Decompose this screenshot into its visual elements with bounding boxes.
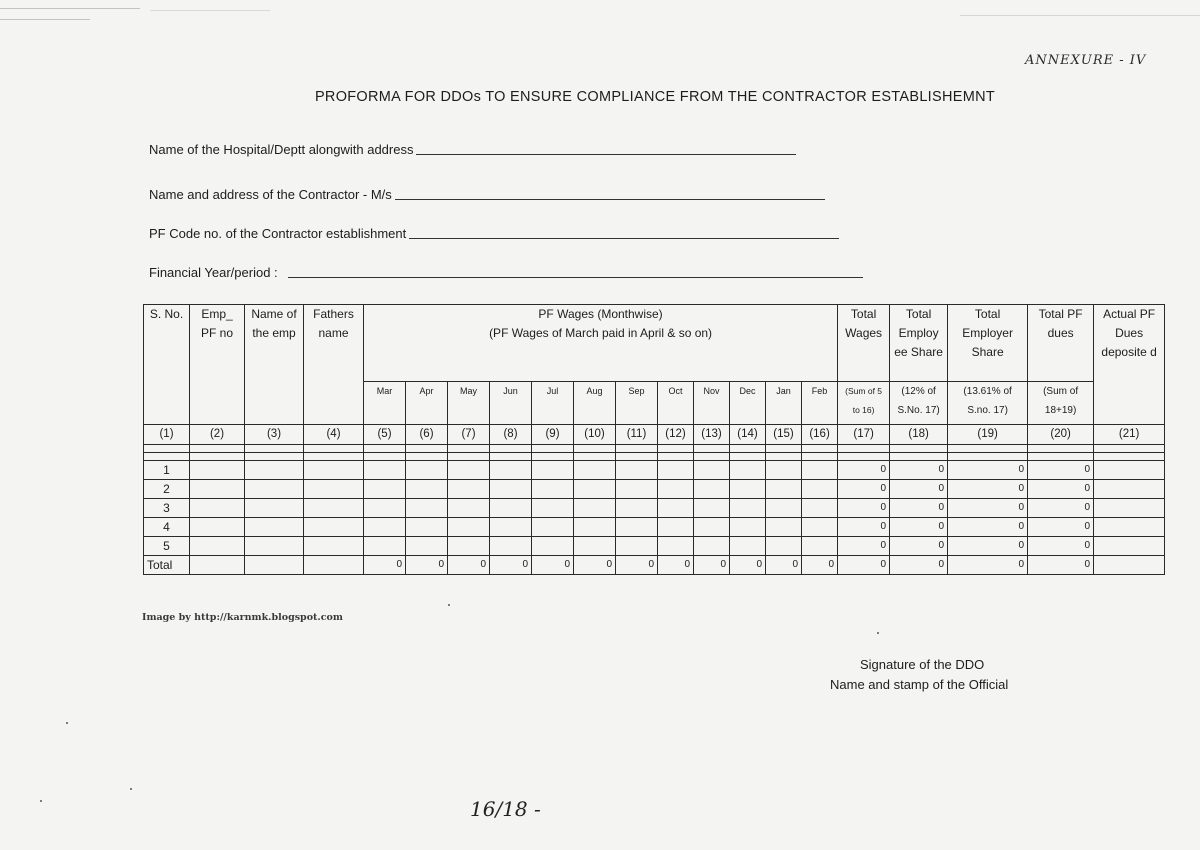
table-cell[interactable] bbox=[190, 480, 245, 499]
table-cell[interactable] bbox=[1094, 556, 1165, 575]
table-cell[interactable] bbox=[190, 461, 245, 480]
table-cell[interactable] bbox=[532, 537, 574, 556]
row-total-wages: 0 bbox=[838, 480, 890, 499]
table-cell[interactable] bbox=[766, 480, 802, 499]
table-cell[interactable] bbox=[304, 518, 364, 537]
column-number: (5) bbox=[364, 425, 406, 445]
header-employee-share: Total Employ ee Share bbox=[890, 305, 948, 382]
column-number: (17) bbox=[838, 425, 890, 445]
header-emp-name: Name of the emp bbox=[245, 305, 304, 425]
table-cell[interactable] bbox=[245, 556, 304, 575]
total-month-cell: 0 bbox=[364, 556, 406, 575]
table-cell[interactable] bbox=[406, 537, 448, 556]
table-cell[interactable] bbox=[658, 537, 694, 556]
total-label: Total bbox=[144, 556, 190, 575]
scan-artifact bbox=[960, 15, 1200, 16]
total-month-cell: 0 bbox=[406, 556, 448, 575]
table-cell[interactable] bbox=[448, 499, 490, 518]
column-number: (16) bbox=[802, 425, 838, 445]
table-cell[interactable] bbox=[730, 461, 766, 480]
total-month-cell: 0 bbox=[448, 556, 490, 575]
total-month-cell: 0 bbox=[802, 556, 838, 575]
page-title: PROFORMA FOR DDOs TO ENSURE COMPLIANCE FROM THE CONTRACTOR ESTABLISHEMNT bbox=[314, 89, 996, 105]
table-cell[interactable] bbox=[406, 461, 448, 480]
header-pf-wages bbox=[364, 305, 838, 382]
table-cell[interactable] bbox=[1094, 499, 1165, 518]
column-number: (7) bbox=[448, 425, 490, 445]
field-label: Name of the Hospital/Deptt alongwith address bbox=[149, 142, 414, 157]
table-cell[interactable] bbox=[574, 537, 616, 556]
table-cell[interactable] bbox=[448, 518, 490, 537]
header-employer-share: Total Employer Share bbox=[948, 305, 1028, 382]
row-total-pf: 0 bbox=[1028, 518, 1094, 537]
row-employee-share: 0 bbox=[890, 461, 948, 480]
row-sno: 3 bbox=[144, 499, 190, 518]
pf-compliance-table bbox=[143, 304, 1165, 575]
table-cell[interactable] bbox=[190, 537, 245, 556]
scan-speck bbox=[40, 800, 42, 802]
row-employee-share: 0 bbox=[890, 480, 948, 499]
total-employee-share-cell: 0 bbox=[890, 556, 948, 575]
table-cell[interactable] bbox=[802, 518, 838, 537]
month-header: Jul bbox=[532, 382, 574, 425]
row-total-wages: 0 bbox=[838, 461, 890, 480]
table-cell[interactable] bbox=[364, 518, 406, 537]
field-label: Financial Year/period : bbox=[149, 265, 278, 280]
column-number: (18) bbox=[890, 425, 948, 445]
total-month-cell: 0 bbox=[658, 556, 694, 575]
row-employee-share: 0 bbox=[890, 518, 948, 537]
row-employer-share: 0 bbox=[948, 537, 1028, 556]
table-cell[interactable] bbox=[574, 499, 616, 518]
column-number: (9) bbox=[532, 425, 574, 445]
header-actual-pf-deposited: Actual PF Dues deposite d bbox=[1094, 305, 1165, 425]
header-total-pf-dues: Total PF dues bbox=[1028, 305, 1094, 382]
table-cell[interactable] bbox=[364, 499, 406, 518]
table-cell[interactable] bbox=[304, 537, 364, 556]
table-cell[interactable] bbox=[658, 499, 694, 518]
blank-line[interactable] bbox=[288, 276, 863, 278]
total-month-cell: 0 bbox=[730, 556, 766, 575]
table-cell[interactable] bbox=[304, 480, 364, 499]
month-header: Jan bbox=[766, 382, 802, 425]
column-number: (2) bbox=[190, 425, 245, 445]
column-number: (11) bbox=[616, 425, 658, 445]
row-employee-share: 0 bbox=[890, 537, 948, 556]
table-cell[interactable] bbox=[364, 537, 406, 556]
column-number: (8) bbox=[490, 425, 532, 445]
table-cell[interactable] bbox=[658, 480, 694, 499]
month-header: Jun bbox=[490, 382, 532, 425]
annexure-label: ANNEXURE - IV bbox=[1025, 53, 1147, 68]
stamp-label: Name and stamp of the Official bbox=[830, 677, 1009, 692]
scan-artifact bbox=[0, 8, 140, 9]
table-cell[interactable] bbox=[190, 518, 245, 537]
row-sno: 5 bbox=[144, 537, 190, 556]
month-header: Sep bbox=[616, 382, 658, 425]
table-cell[interactable] bbox=[490, 518, 532, 537]
table-cell[interactable] bbox=[766, 461, 802, 480]
table-cell[interactable] bbox=[766, 499, 802, 518]
row-employer-share: 0 bbox=[948, 499, 1028, 518]
blank-line[interactable] bbox=[409, 237, 839, 239]
table-cell[interactable] bbox=[532, 518, 574, 537]
table-cell[interactable] bbox=[766, 537, 802, 556]
table-cell[interactable] bbox=[616, 499, 658, 518]
image-credit: Image by http://karnmk.blogspot.com bbox=[142, 612, 343, 623]
table-cell[interactable] bbox=[245, 518, 304, 537]
pf-wages-title: PF Wages (Monthwise) bbox=[538, 307, 663, 321]
scan-artifact bbox=[0, 19, 90, 20]
table-cell[interactable] bbox=[730, 499, 766, 518]
column-number: (12) bbox=[658, 425, 694, 445]
table-cell[interactable] bbox=[616, 518, 658, 537]
table-cell[interactable] bbox=[490, 499, 532, 518]
table-cell[interactable] bbox=[304, 499, 364, 518]
table-row bbox=[144, 480, 1165, 499]
column-number: (1) bbox=[144, 425, 190, 445]
table-cell[interactable] bbox=[532, 480, 574, 499]
table-cell[interactable] bbox=[574, 461, 616, 480]
column-number: (4) bbox=[304, 425, 364, 445]
total-month-cell: 0 bbox=[532, 556, 574, 575]
scan-speck bbox=[130, 788, 132, 790]
row-total-pf: 0 bbox=[1028, 537, 1094, 556]
field-label: Name and address of the Contractor - M/s bbox=[149, 187, 392, 202]
total-row bbox=[144, 556, 1165, 575]
table-cell[interactable] bbox=[406, 499, 448, 518]
column-number: (6) bbox=[406, 425, 448, 445]
row-sno: 1 bbox=[144, 461, 190, 480]
table-row bbox=[144, 461, 1165, 480]
table-cell[interactable] bbox=[694, 518, 730, 537]
subnote-total-wages: (Sum of 5 to 16) bbox=[838, 382, 890, 425]
field-contractor bbox=[149, 187, 825, 202]
table-cell[interactable] bbox=[766, 518, 802, 537]
month-header: May bbox=[448, 382, 490, 425]
subnote-employer-share: (13.61% of S.no. 17) bbox=[948, 382, 1028, 425]
row-sno: 2 bbox=[144, 480, 190, 499]
table-cell[interactable] bbox=[574, 518, 616, 537]
header-fathers-name: Fathers name bbox=[304, 305, 364, 425]
month-header: Apr bbox=[406, 382, 448, 425]
column-number: (19) bbox=[948, 425, 1028, 445]
table-cell[interactable] bbox=[694, 461, 730, 480]
row-employer-share: 0 bbox=[948, 480, 1028, 499]
handwritten-note: 16/18 - bbox=[470, 797, 541, 821]
table-cell[interactable] bbox=[364, 461, 406, 480]
total-employer-share-cell: 0 bbox=[948, 556, 1028, 575]
scan-speck bbox=[448, 604, 450, 606]
field-label: PF Code no. of the Contractor establishment bbox=[149, 226, 407, 241]
row-total-pf: 0 bbox=[1028, 461, 1094, 480]
row-employer-share: 0 bbox=[948, 461, 1028, 480]
table-cell[interactable] bbox=[304, 556, 364, 575]
blank-line[interactable] bbox=[416, 153, 796, 155]
table-cell[interactable] bbox=[448, 461, 490, 480]
data-rows bbox=[144, 461, 1165, 556]
signature-label: Signature of the DDO bbox=[860, 657, 985, 672]
column-number-row bbox=[144, 425, 1165, 445]
header-emp-pf-no: Emp_ PF no bbox=[190, 305, 245, 425]
scan-speck bbox=[66, 722, 68, 724]
total-month-cell: 0 bbox=[616, 556, 658, 575]
table-cell[interactable] bbox=[730, 537, 766, 556]
month-header: Nov bbox=[694, 382, 730, 425]
month-header: Feb bbox=[802, 382, 838, 425]
table-cell[interactable] bbox=[694, 499, 730, 518]
table-cell[interactable] bbox=[1094, 537, 1165, 556]
table-cell[interactable] bbox=[532, 499, 574, 518]
table-cell[interactable] bbox=[245, 537, 304, 556]
table-cell[interactable] bbox=[616, 537, 658, 556]
header-total-wages: Total Wages bbox=[838, 305, 890, 382]
table-cell[interactable] bbox=[694, 537, 730, 556]
column-number: (13) bbox=[694, 425, 730, 445]
table-cell[interactable] bbox=[802, 461, 838, 480]
table-row bbox=[144, 537, 1165, 556]
table-cell[interactable] bbox=[490, 461, 532, 480]
table-cell[interactable] bbox=[304, 461, 364, 480]
pf-wages-subtitle: (PF Wages of March paid in April & so on) bbox=[489, 326, 713, 340]
table-cell[interactable] bbox=[406, 518, 448, 537]
column-number: (20) bbox=[1028, 425, 1094, 445]
row-employer-share: 0 bbox=[948, 518, 1028, 537]
table-cell[interactable] bbox=[448, 537, 490, 556]
row-total-wages: 0 bbox=[838, 499, 890, 518]
total-month-cell: 0 bbox=[574, 556, 616, 575]
column-number: (21) bbox=[1094, 425, 1165, 445]
field-pf-code bbox=[149, 226, 839, 241]
table-cell[interactable] bbox=[490, 480, 532, 499]
spacer-row bbox=[144, 445, 1165, 453]
table-cell[interactable] bbox=[730, 518, 766, 537]
column-number: (15) bbox=[766, 425, 802, 445]
row-total-wages: 0 bbox=[838, 537, 890, 556]
total-wages-cell: 0 bbox=[838, 556, 890, 575]
table-cell[interactable] bbox=[574, 480, 616, 499]
table-cell[interactable] bbox=[802, 480, 838, 499]
table-cell[interactable] bbox=[245, 480, 304, 499]
field-financial-year bbox=[149, 265, 863, 280]
total-month-cell: 0 bbox=[490, 556, 532, 575]
table-cell[interactable] bbox=[1094, 518, 1165, 537]
table-cell[interactable] bbox=[616, 480, 658, 499]
table-cell[interactable] bbox=[245, 499, 304, 518]
row-total-pf: 0 bbox=[1028, 499, 1094, 518]
header-sno: S. No. bbox=[144, 305, 190, 425]
table-row bbox=[144, 499, 1165, 518]
subnote-total-pf: (Sum of 18+19) bbox=[1028, 382, 1094, 425]
spacer-row bbox=[144, 453, 1165, 461]
row-employee-share: 0 bbox=[890, 499, 948, 518]
table-row bbox=[144, 518, 1165, 537]
month-header: Dec bbox=[730, 382, 766, 425]
total-month-cell: 0 bbox=[694, 556, 730, 575]
total-pf-dues-cell: 0 bbox=[1028, 556, 1094, 575]
month-header: Mar bbox=[364, 382, 406, 425]
column-number: (10) bbox=[574, 425, 616, 445]
row-sno: 4 bbox=[144, 518, 190, 537]
row-total-wages: 0 bbox=[838, 518, 890, 537]
table-cell[interactable] bbox=[802, 537, 838, 556]
table-cell[interactable] bbox=[616, 461, 658, 480]
field-hospital bbox=[149, 142, 796, 157]
scan-speck bbox=[877, 632, 879, 634]
table-cell[interactable] bbox=[490, 537, 532, 556]
table-cell[interactable] bbox=[730, 480, 766, 499]
table-cell[interactable] bbox=[658, 461, 694, 480]
table-cell[interactable] bbox=[245, 461, 304, 480]
table-cell[interactable] bbox=[532, 461, 574, 480]
subnote-employee-share: (12% of S.No. 17) bbox=[890, 382, 948, 425]
table-cell[interactable] bbox=[364, 480, 406, 499]
column-number: (3) bbox=[245, 425, 304, 445]
month-header: Aug bbox=[574, 382, 616, 425]
table-cell[interactable] bbox=[190, 556, 245, 575]
row-total-pf: 0 bbox=[1028, 480, 1094, 499]
blank-line[interactable] bbox=[395, 198, 825, 200]
column-number: (14) bbox=[730, 425, 766, 445]
month-header: Oct bbox=[658, 382, 694, 425]
table-cell[interactable] bbox=[448, 480, 490, 499]
scan-artifact bbox=[150, 10, 270, 11]
table-cell[interactable] bbox=[658, 518, 694, 537]
table-cell[interactable] bbox=[694, 480, 730, 499]
table-cell[interactable] bbox=[1094, 480, 1165, 499]
table-cell[interactable] bbox=[406, 480, 448, 499]
table-cell[interactable] bbox=[802, 499, 838, 518]
total-month-cell: 0 bbox=[766, 556, 802, 575]
table-cell[interactable] bbox=[1094, 461, 1165, 480]
table-cell[interactable] bbox=[190, 499, 245, 518]
